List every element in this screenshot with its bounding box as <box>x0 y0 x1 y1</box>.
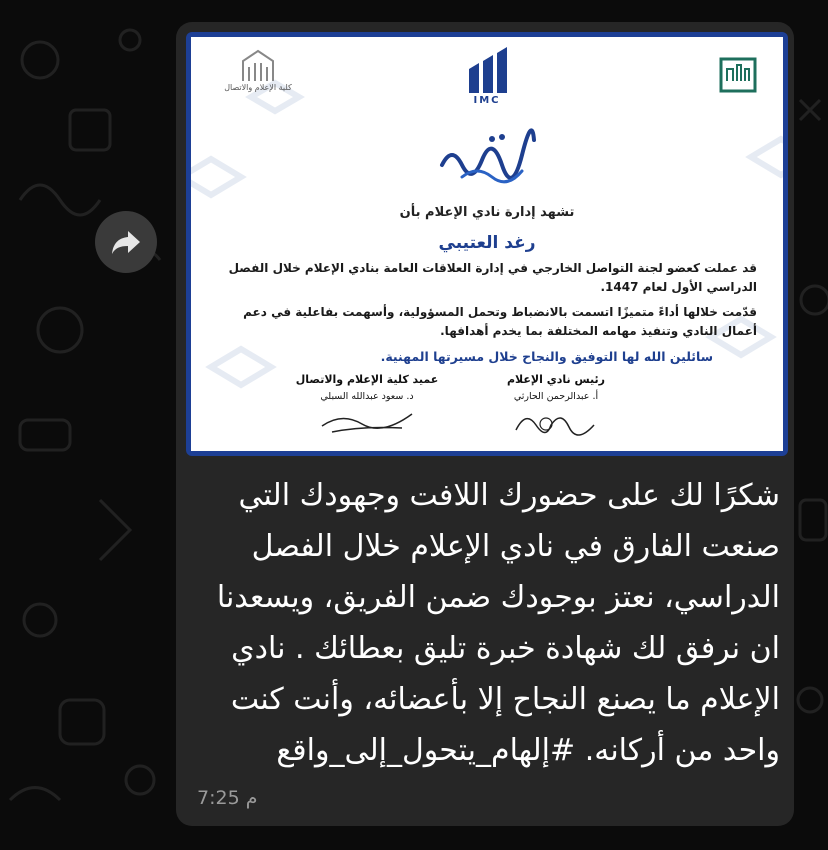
forward-arrow-icon <box>111 229 141 255</box>
forward-button[interactable] <box>95 211 157 273</box>
imc-logo: IMC <box>457 45 517 113</box>
signatory-club-president: رئيس نادي الإعلام أ. عبدالرحمن الحارثي <box>491 373 621 445</box>
certificate-recipient: رغد العتيبي <box>438 233 536 253</box>
signatory-college-dean: عميد كلية الإعلام والاتصال د. سعود عبدالله السبلي <box>287 373 447 441</box>
certificate-image[interactable] <box>186 32 788 456</box>
certificate-wish: سائلين الله لها التوفيق والنجاح خلال مسيرتها المهنية. <box>380 349 713 364</box>
signature-right <box>506 402 606 442</box>
certificate-body-1: قد عملت كعضو لجنة التواصل الخارجي في إدارة العلاقات العامة بنادي الإعلام خلال الفصل الدراسي الأول لعام 1447. <box>228 261 757 294</box>
certificate-document <box>191 37 783 451</box>
certificate-body-2: قدّمت خلالها أداءً متميزًا اتسمت بالانضباط وتحمل المسؤولية، وأسهمت بفاعلية في دعم أعمال النادي وتنفيذ مهامه المختلفة بما يخدم أهدافها. <box>243 305 757 338</box>
message-timestamp: 7:25 م <box>197 787 258 809</box>
certificate-intro: تشهد إدارة نادي الإعلام بأن <box>399 205 575 220</box>
certificate-title-calligraphy <box>432 125 542 189</box>
college-logo: كلية الإعلام والاتصال <box>223 47 293 107</box>
university-logo <box>713 51 763 97</box>
message-text: شكرًا لك على حضورك اللافت وجهودك التي صنعت الفارق في نادي الإعلام خلال الفصل الدراسي، نعتز بوجودك ضمن الفريق، ويسعدنا ان نرفق لك شهادة خبرة تليق بعطائك . نادي الإعلام ما يصنع النجاح إلا بأعضائه، وأنت كنت واحد من أركانه. #إلهام_يتحول_إلى_واقع <box>216 478 780 768</box>
signature-left <box>312 402 422 438</box>
